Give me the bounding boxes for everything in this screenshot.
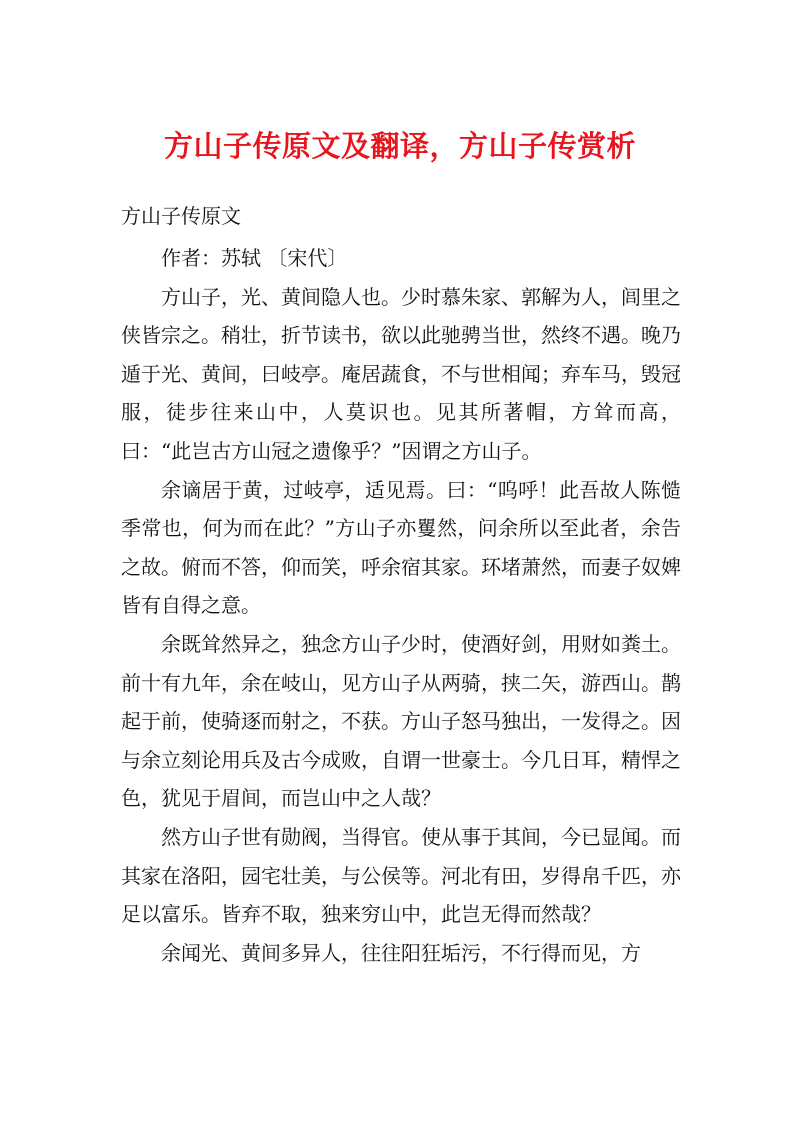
author-line: 作者：苏轼 〔宋代〕 xyxy=(161,246,348,270)
section-heading: 方山子传原文 xyxy=(121,204,241,228)
paragraph: 余闻光、黄间多异人，往往阳狂垢污，不行得而见，方 xyxy=(161,940,641,965)
paragraph: 余既耸然异之，独念方山子少时，使酒好剑，用财如粪土。前十有九年，余在岐山，见方山子从两骑，挟二矢，游西山。鹊起于前，使骑逐而射之，不获。方山子怒马独出，一发得之。因与余立刻论用兵及古今成败，自谓一世豪士。今几日耳，精悍之色，犹见于眉间，而岂山中之人哉？ xyxy=(121,631,681,811)
body-text xyxy=(121,239,681,972)
paragraph: 方山子，光、黄间隐人也。少时慕朱家、郭解为人，闾里之侠皆宗之。稍壮，折节读书，欲以此驰骋当世，然终不遇。晚乃遁于光、黄间，曰岐亭。庵居蔬食，不与世相闻；弃车马，毁冠服，徒步往来山中，人莫识也。见其所著帽，方耸而高，曰：“此岂古方山冠之遗像乎？”因谓之方山子。 xyxy=(121,284,681,463)
paragraph: 然方山子世有勋阀，当得官。使从事于其间，今已显闻。而其家在洛阳，园宅壮美，与公侯等。河北有田，岁得帛千匹，亦足以富乐。皆弃不取，独来穷山中，此岂无得而然哉？ xyxy=(121,824,681,927)
document-title: 方山子传原文及翻译，方山子传赏析 xyxy=(163,129,636,163)
paragraph: 余谪居于黄，过岐亭，适见焉。曰：“呜呼！此吾故人陈慥季常也，何为而在此？”方山子亦矍然，问余所以至此者，余告之故。俯而不答，仰而笑，呼余宿其家。环堵萧然，而妻子奴婢皆有自得之意。 xyxy=(121,477,681,618)
